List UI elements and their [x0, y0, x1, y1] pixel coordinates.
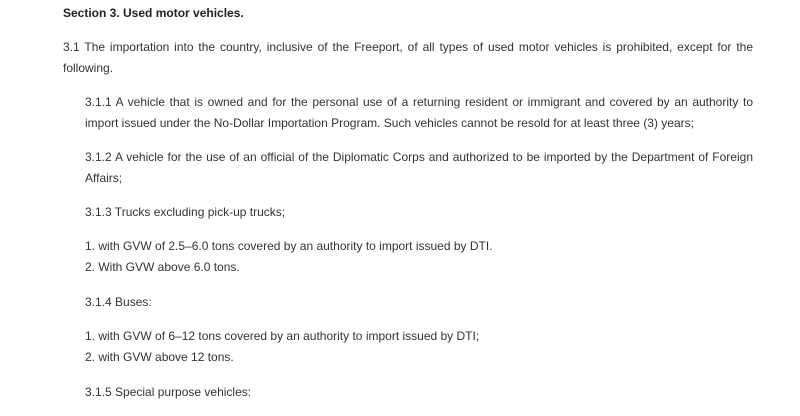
section-heading: Section 3. Used motor vehicles.: [63, 6, 244, 20]
document-body: [63, 3, 753, 416]
paragraph-3-1-3: 3.1.3 Trucks excluding pick-up trucks;: [85, 205, 286, 219]
list-item: 2. With GVW above 6.0 tons.: [85, 260, 240, 274]
list-item: 1. with GVW of 6–12 tons covered by an authority to import issued by DTI;: [85, 329, 480, 343]
paragraph-3-1-5: 3.1.5 Special purpose vehicles:: [85, 385, 252, 399]
list-item: 1. with GVW of 2.5–6.0 tons covered by an authority to import issued by DTI.: [85, 239, 493, 253]
paragraph-3-1-1: 3.1.1 A vehicle that is owned and for the personal use of a returning resident or immigrant and covered by an authority to import issued under the No-Dollar Importation Program. Such vehicles cannot be resold for at least three (3) years;: [85, 95, 753, 130]
list-item: 2. with GVW above 12 tons.: [85, 350, 234, 364]
paragraph-3-1-4: 3.1.4 Buses:: [85, 295, 152, 309]
paragraph-3-1: 3.1 The importation into the country, inclusive of the Freeport, of all types of used motor vehicles is prohibited, except for the following.: [63, 40, 753, 75]
paragraph-3-1-2: 3.1.2 A vehicle for the use of an official of the Diplomatic Corps and authorized to be imported by the Department of Foreign Affairs;: [85, 150, 753, 185]
trucks-list: [85, 236, 753, 278]
buses-list: [85, 326, 753, 368]
